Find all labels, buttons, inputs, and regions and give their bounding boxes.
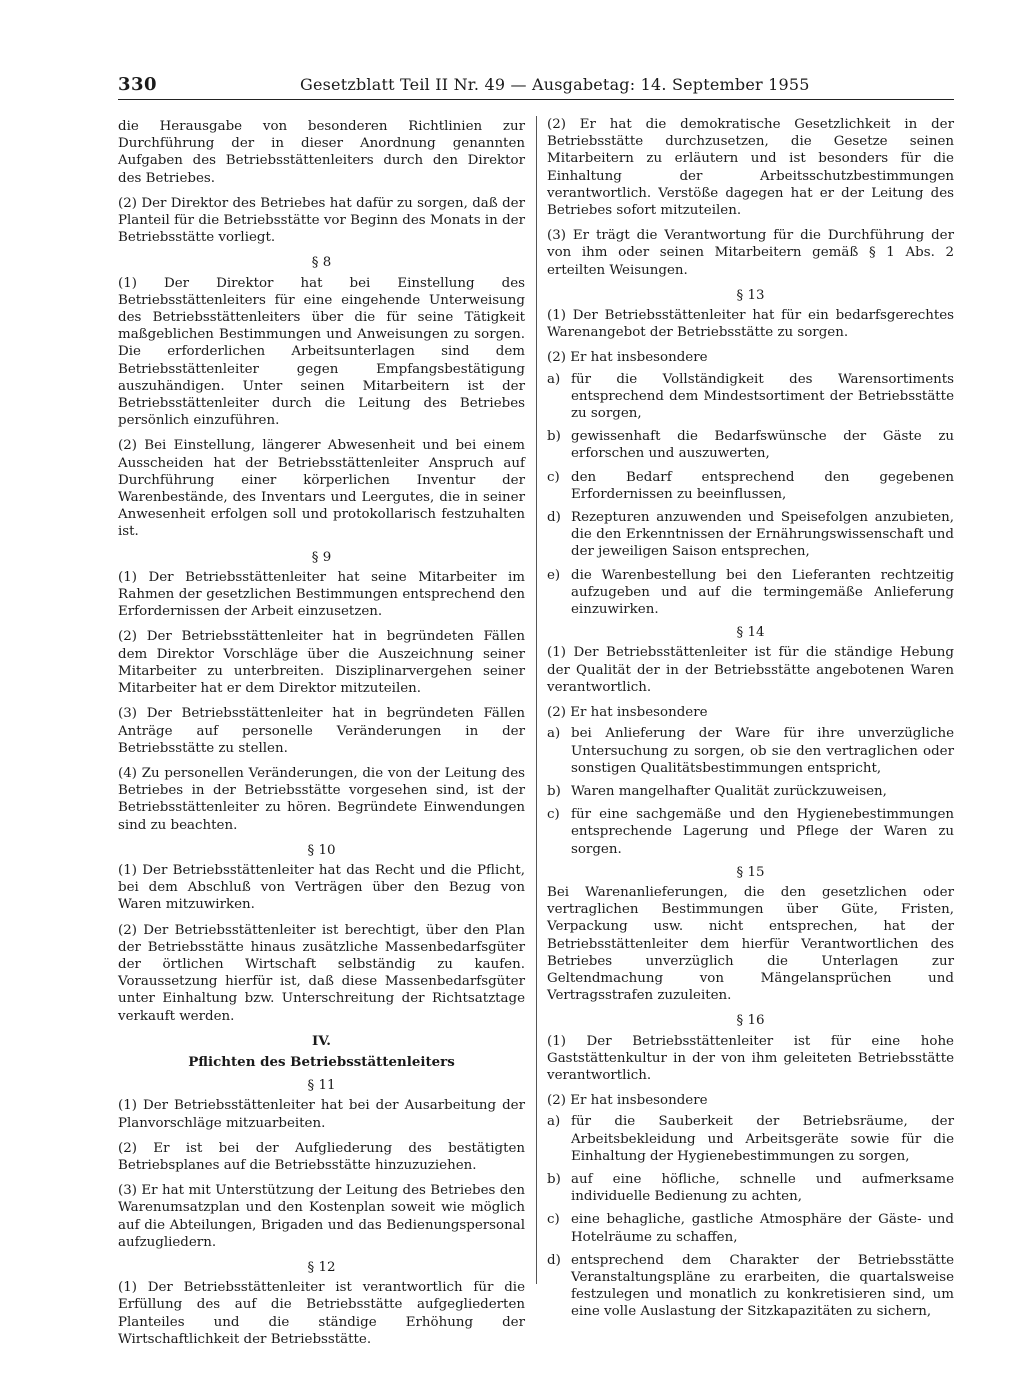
list-item xyxy=(547,725,954,777)
paragraph: (3) Er hat mit Unterstützung der Leitung des Betriebes den Warenumsatzplan und den Kostenplan soweit wie möglich auf die Abteilungen, Brigaden und das Bedienungspersonal aufzugliedern. xyxy=(118,1183,525,1250)
list-item-label: c) xyxy=(547,469,560,485)
enumerated-list xyxy=(547,1113,954,1320)
paragraph: (2) Er hat die demokratische Gesetzlichkeit in der Betriebsstätte durchzusetzen, die Gesetze seinen Mitarbeitern zu erläutern und ist besonders für die Einhaltung der Arbeitsschutzbestimmungen verantwortlich. Verstöße dagegen hat er der Leitung des Betriebes sofort mitzuteilen. xyxy=(547,117,954,219)
section-title: § 10 xyxy=(307,842,336,858)
enumerated-list xyxy=(547,371,954,619)
list-item-text: für eine sachgemäße und den Hygienebestimmungen entsprechende Lagerung und Pflege der Waren zu sorgen. xyxy=(571,807,954,857)
paragraph: Bei Warenanlieferungen, die den gesetzlichen oder vertraglichen Bestimmungen über Güte, Fristen, Verpackung usw. nicht entsprechen, hat der Betriebsstättenleiter dem hierfür Verantwortlichen des Betriebes unverzüglich die Unterlagen zur Geltendmachung von Mängelansprüchen und Vertragsstrafen zuzuleiten. xyxy=(547,884,954,1004)
paragraph: die Herausgabe von besonderen Richtlinien zur Durchführung der in dieser Anordnung genannten Aufgaben des Betriebsstättenleiters durch den Direktor des Betriebes. xyxy=(118,119,525,186)
section-title: § 12 xyxy=(307,1259,336,1275)
list-item-label: a) xyxy=(547,371,561,387)
page-number: 330 xyxy=(118,74,158,95)
list-item-label: d) xyxy=(547,1252,561,1268)
paragraph: (1) Der Betriebsstättenleiter hat bei der Ausarbeitung der Planvorschläge mitzuarbeiten. xyxy=(118,1098,525,1131)
list-item xyxy=(547,1252,954,1321)
list-item-label: c) xyxy=(547,807,560,823)
list-item-text: entsprechend dem Charakter der Betriebsstätte Veranstaltungspläne zu erarbeiten, die quartalsweise festzulegen und monatlich zu konkretisieren sind, um eine volle Auslastung der Sitzkapazitäten zu sichern, xyxy=(571,1252,954,1320)
list-item-text: den Bedarf entsprechend den gegebenen Erfordernissen zu beeinflussen, xyxy=(571,469,954,502)
list-item-text: eine behagliche, gastliche Atmosphäre der Gäste- und Hotelräume zu schaffen, xyxy=(571,1212,954,1245)
paragraph: (1) Der Betriebsstättenleiter hat für ein bedarfsgerechtes Warenangebot der Betriebsstätte zu sorgen. xyxy=(547,308,954,341)
section-title: § 8 xyxy=(311,255,332,271)
paragraph: (2) Er hat insbesondere xyxy=(547,705,708,721)
section-title: § 11 xyxy=(307,1078,336,1094)
list-item-text: die Warenbestellung bei den Lieferanten rechtzeitig aufzugeben und auf die termingemäße Anlieferung einzuwirken. xyxy=(571,567,954,618)
paragraph: (2) Er hat insbesondere xyxy=(547,1093,708,1109)
list-item-label: b) xyxy=(547,429,561,445)
paragraph: (2) Er hat insbesondere xyxy=(547,350,708,366)
list-item-text: Rezepturen anzuwenden und Speisefolgen anzubieten, die den Erkenntnissen der Ernährungswissenschaft und der jeweiligen Saison entsprechen, xyxy=(571,510,954,560)
paragraph: (2) Der Betriebsstättenleiter ist berechtigt, über den Plan der Betriebsstätte hinaus zusätzliche Massenbedarfsgüter der örtlichen Wirtschaft selbständig zu kaufen. Voraussetzung hierfür ist, daß diese Massenbedarfsgüter unter Einhaltung bzw. Unterschreitung der Richtsatztage verkauft werden. xyxy=(118,922,525,1024)
paragraph: (1) Der Betriebsstättenleiter hat das Recht und die Pflicht, bei dem Abschluß von Verträgen über den Bezug von Waren mitzuwirken. xyxy=(118,862,525,913)
list-item-text: für die Vollständigkeit des Warensortiments entsprechend dem Mindestsortiment der Betriebsstätte zu sorgen, xyxy=(571,371,954,422)
list-item-label: b) xyxy=(547,783,561,799)
list-item xyxy=(547,428,954,462)
list-item-label: c) xyxy=(547,1212,560,1228)
section-title: § 13 xyxy=(736,287,765,303)
paragraph: (1) Der Betriebsstättenleiter hat seine Mitarbeiter im Rahmen der gesetzlichen Bestimmungen entsprechend den Erfordernissen der Arbeit einzusetzen. xyxy=(118,569,525,620)
part-heading: Pflichten des Betriebsstättenleiters xyxy=(188,1053,455,1070)
list-item xyxy=(547,567,954,619)
page-header xyxy=(118,74,954,96)
paragraph: (4) Zu personellen Veränderungen, die von der Leitung des Betriebes in der Betriebsstätte vorgesehen sind, ist der Betriebsstättenleiter zu hören. Begründete Einwendungen sind zu beachten. xyxy=(118,765,525,833)
list-item xyxy=(547,469,954,503)
list-item-text: gewissenhaft die Bedarfswünsche der Gäste zu erforschen und auszuwerten, xyxy=(571,429,954,462)
section-title: § 9 xyxy=(311,549,332,565)
list-item-label: d) xyxy=(547,510,561,526)
list-item xyxy=(547,371,954,423)
column-divider xyxy=(536,116,537,1284)
paragraph: (3) Der Betriebsstättenleiter hat in begründeten Fällen Anträge auf personelle Veränderungen in der Betriebsstätte zu stellen. xyxy=(118,706,525,756)
paragraph: (2) Bei Einstellung, längerer Abwesenheit und bei einem Ausscheiden hat der Betriebsstättenleiter Anspruch auf Durchführung einer körperlichen Inventur der Warenbestände, des Inventars und Leergutes, die in seiner Anwesenheit erfolgen soll und protokollarisch festzuhalten ist. xyxy=(118,438,525,540)
list-item xyxy=(547,509,954,561)
list-item-text: Waren mangelhafter Qualität zurückzuweisen, xyxy=(571,783,887,799)
list-item-label: b) xyxy=(547,1171,561,1187)
list-item-label: a) xyxy=(547,726,561,742)
paragraph: (1) Der Direktor hat bei Einstellung des Betriebsstättenleiters für eine eingehende Unterweisung des Betriebsstättenleiters über die für seine Tätigkeit maßgeblichen Bestimmungen und Anweisungen zu sorgen. Die erforderlichen Arbeitsunterlagen sind dem Betriebsstättenleiter gegen Empfangsbestätigung auszuhändigen. Unter seinen Mitarbeitern ist der Betriebsstättenleiter durch die Leitung des Betriebes persönlich einzuführen. xyxy=(118,275,525,429)
left-column xyxy=(118,118,525,1356)
list-item-text: für die Sauberkeit der Betriebsräume, der Arbeitsbekleidung und Arbeitsgeräte sowie für die Einhaltung der Hygienebestimmungen zu sorgen, xyxy=(571,1114,954,1164)
list-item xyxy=(547,1211,954,1245)
section-title: § 14 xyxy=(736,625,765,641)
paragraph: (1) Der Betriebsstättenleiter ist für die ständige Hebung der Qualität der in der Betriebsstätte angebotenen Waren verantwortlich. xyxy=(547,645,954,695)
paragraph: (1) Der Betriebsstättenleiter ist verantwortlich für die Erfüllung des auf die Betriebsstätte aufgegliederten Planteiles und die ständige Erhöhung der Wirtschaftlichkeit der Betriebsstätte. xyxy=(118,1280,525,1347)
section-title: § 15 xyxy=(736,864,765,880)
list-item xyxy=(547,1171,954,1205)
right-column xyxy=(547,116,954,1327)
list-item-text: auf eine höfliche, schnelle und aufmerksame individuelle Bedienung zu achten, xyxy=(571,1171,954,1205)
part-number: IV. xyxy=(312,1032,331,1049)
list-item xyxy=(547,1113,954,1165)
paragraph: (2) Der Direktor des Betriebes hat dafür zu sorgen, daß der Planteil für die Betriebsstätte vor Beginn des Monats in der Betriebsstätte vorliegt. xyxy=(118,195,525,246)
enumerated-list xyxy=(547,725,954,857)
paragraph: (2) Er ist bei der Aufgliederung des bestätigten Betriebsplanes auf die Betriebsstätte hinzuzuziehen. xyxy=(118,1140,525,1173)
paragraph: (1) Der Betriebsstättenleiter ist für eine hohe Gaststättenkultur in der von ihm geleiteten Betriebsstätte verantwortlich. xyxy=(547,1033,954,1083)
list-item-text: bei Anlieferung der Ware für ihre unverzügliche Untersuchung zu sorgen, ob sie den vertraglichen oder sonstigen Qualitätsbestimmungen entspricht, xyxy=(571,726,954,776)
list-item xyxy=(547,806,954,858)
paragraph: (3) Er trägt die Verantwortung für die Durchführung der von ihm oder seinen Mitarbeitern gemäß § 1 Abs. 2 erteilten Weisungen. xyxy=(547,228,954,278)
section-title: § 16 xyxy=(736,1013,765,1029)
header-rule xyxy=(118,99,954,100)
paragraph: (2) Der Betriebsstättenleiter hat in begründeten Fällen dem Direktor Vorschläge über die Auszeichnung seiner Mitarbeiter zu unterbreiten. Disziplinarvergehen seiner Mitarbeiter hat er dem Direktor mitzuteilen. xyxy=(118,629,525,697)
list-item-label: a) xyxy=(547,1114,561,1130)
list-item xyxy=(547,783,954,800)
list-item-label: e) xyxy=(547,567,561,583)
header-title: Gesetzblatt Teil II Nr. 49 — Ausgabetag: 14. September 1955 xyxy=(300,75,810,94)
